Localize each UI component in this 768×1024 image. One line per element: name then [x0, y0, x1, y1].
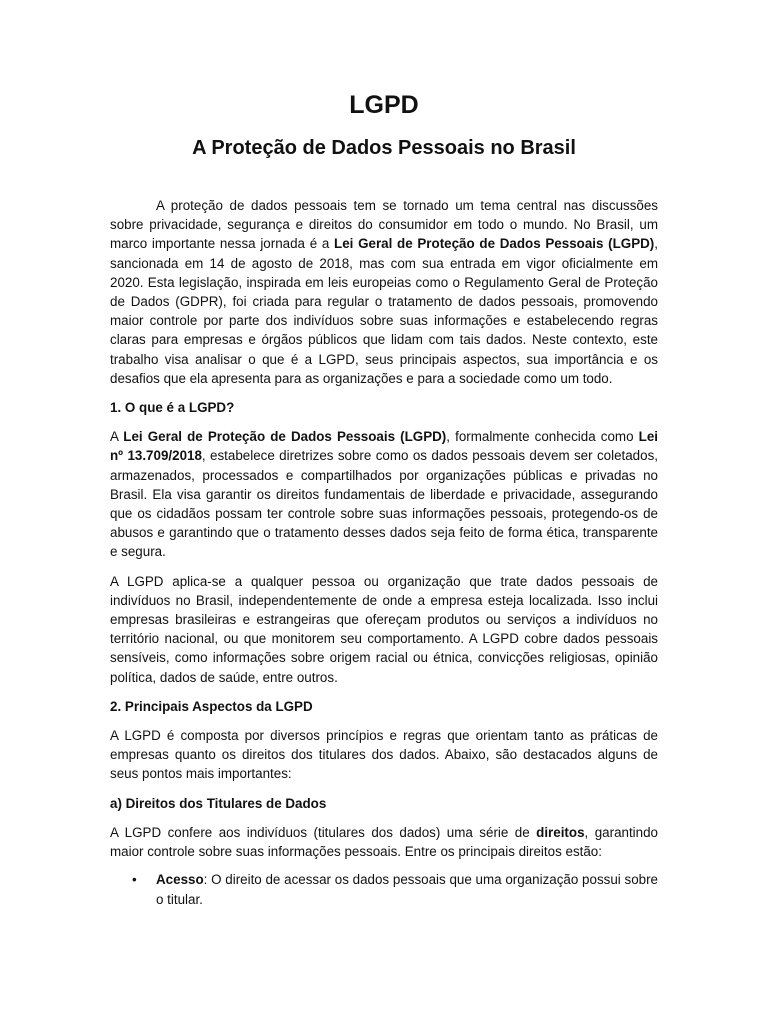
intro-paragraph	[110, 196, 658, 388]
list-item-text: : O direito de acessar os dados pessoais que uma organização possui sobre o titular.	[156, 872, 658, 907]
sap-text-1: A LGPD confere aos indivíduos (titulares dos dados) uma série de	[110, 824, 537, 840]
s1p1-text-2: , formalmente conhecida como	[446, 429, 639, 445]
document-subtitle: A Proteção de Dados Pessoais no Brasil	[192, 137, 576, 159]
list-item	[110, 870, 658, 908]
document-page	[110, 88, 658, 909]
intro-text-1: A proteção de dados pessoais tem se tornado um tema central nas discussões sobre privacidade, segurança e direitos do consumidor em todo o mundo. No Brasil, um marco importante nessa jornada é a	[110, 198, 658, 252]
rights-list	[110, 870, 658, 908]
bullet-icon: •	[132, 872, 137, 888]
s1p1-text-1: A	[110, 429, 124, 445]
s1p1-bold-1: Lei Geral de Proteção de Dados Pessoais (LGPD)	[123, 429, 447, 445]
subsection-a-paragraph	[110, 823, 658, 861]
document-title: LGPD	[349, 91, 419, 119]
section1-paragraph-2: A LGPD aplica-se a qualquer pessoa ou organização que trate dados pessoais de indivíduos no Brasil, independentemente de onde a empresa esteja localizada. Isso inclui empresas brasileiras e estrangeiras que ofereçam produtos ou serviços a indivíduos no território nacional, ou que monitorem seu comportamento. A LGPD cobre dados pessoais sensíveis, como informações sobre origem racial ou étnica, convicções religiosas, opinião política, dados de saúde, entre outros.	[110, 573, 658, 685]
sap-text-2: , garantindo maior controle sobre suas informações pessoais. Entre os principais direitos estão:	[110, 824, 658, 860]
section2-heading: 2. Principais Aspectos da LGPD	[110, 698, 313, 714]
section1-heading: 1. O que é a LGPD?	[110, 400, 235, 416]
intro-bold-1: Lei Geral de Proteção de Dados Pessoais (LGPD)	[334, 236, 655, 252]
section2-paragraph-1: A LGPD é composta por diversos princípios e regras que orientam tanto as práticas de empresas quanto os direitos dos titulares dos dados. Abaixo, são destacados alguns de seus pontos mais importantes:	[110, 728, 658, 782]
section1-paragraph-1	[110, 427, 658, 561]
s1p1-text-3: , estabelece diretrizes sobre como os dados pessoais devem ser coletados, armazenados, processados e compartilhados por organizações públicas e privadas no Brasil. Ela visa garantir os direitos fundamentais de liberdade e privacidade, assegurando que os cidadãos possam ter controle sobre suas informações pessoais, protegendo-os de abusos e garantindo que o tratamento desses dados seja feito de forma ética, transparente e segura.	[110, 448, 658, 560]
subsection-a-heading: a) Direitos dos Titulares de Dados	[110, 795, 327, 811]
sap-bold-1: direitos	[536, 824, 585, 840]
intro-text-2: , sancionada em 14 de agosto de 2018, mas com sua entrada em vigor oficialmente em 2020. Esta legislação, inspirada em leis europeias como o Regulamento Geral de Proteção de Dados (GDPR), foi criada para regular o tratamento de dados pessoais, promovendo maior controle por parte dos indivíduos sobre suas informações e estabelecendo regras claras para empresas e órgãos públicos que lidam com tais dados. Neste contexto, este trabalho visa analisar o que é a LGPD, seus principais aspectos, sua importância e os desafios que ela apresenta para as organizações e para a sociedade como um todo.	[110, 236, 658, 386]
list-item-term: Acesso	[156, 872, 204, 888]
s1p1-bold-2: Lei nº 13.709/2018	[110, 429, 658, 464]
